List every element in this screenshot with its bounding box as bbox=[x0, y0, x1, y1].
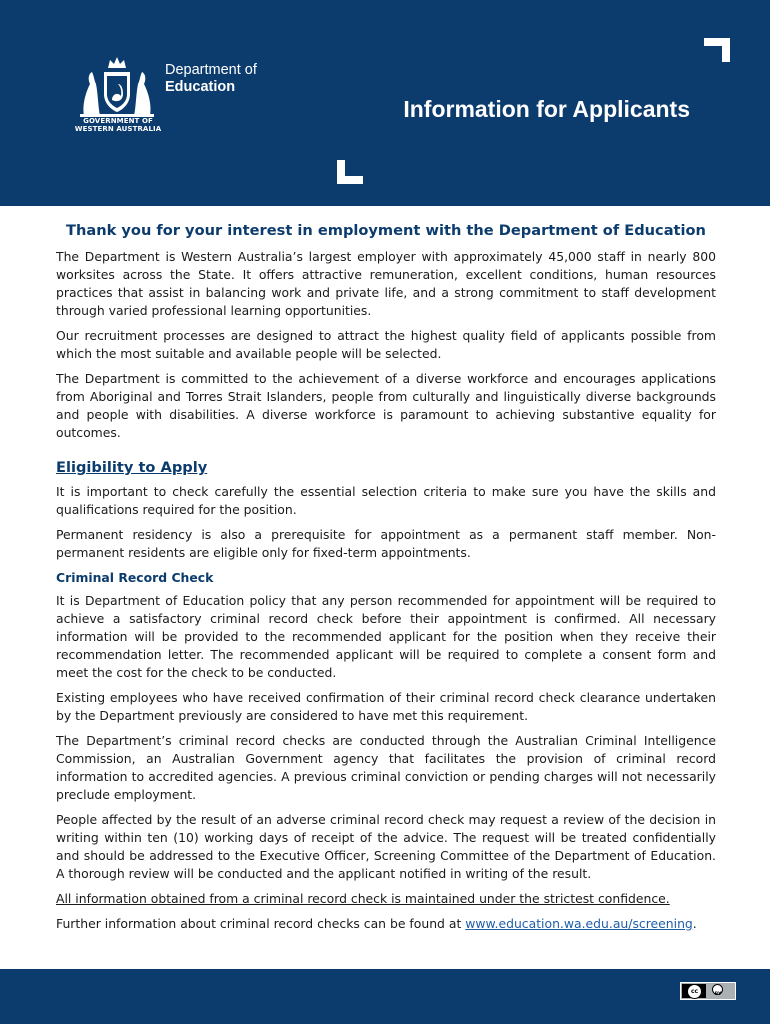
department-name bbox=[165, 62, 257, 96]
further-info-suffix: . bbox=[692, 916, 697, 931]
intro-paragraph: The Department is committed to the achievement of a diverse workforce and encourages applications from Aboriginal and Torres Strait Islanders, people from culturally and linguistically diverse backgrounds and people with disabilities. A diverse workforce is paramount to achieving substantive equality for outcomes. bbox=[56, 371, 716, 440]
criminal-check-heading: Criminal Record Check bbox=[56, 570, 214, 585]
government-label bbox=[66, 117, 170, 133]
corner-bracket-top-right-icon bbox=[704, 38, 730, 62]
further-info-text: Further information about criminal record checks can be found at bbox=[56, 916, 466, 931]
intro-heading: Thank you for your interest in employment with the Department of Education bbox=[66, 222, 706, 239]
eligibility-paragraph: Permanent residency is also a prerequisite for appointment as a permanent staff member. Non-permanent residents are eligible only for fixed-term appointments. bbox=[56, 527, 716, 560]
creative-commons-badge bbox=[680, 982, 736, 1000]
intro-paragraph: Our recruitment processes are designed to attract the highest quality field of applicants possible from which the most suitable and available people will be selected. bbox=[56, 328, 716, 361]
eligibility-heading: Eligibility to Apply bbox=[56, 459, 208, 476]
government-line-1: GOVERNMENT OF bbox=[83, 117, 153, 125]
further-info bbox=[56, 915, 716, 933]
corner-bracket-bottom-left-icon bbox=[337, 160, 363, 184]
footer-bar bbox=[0, 969, 770, 1024]
cc-by-label: BY bbox=[714, 992, 722, 997]
screening-link[interactable]: www.education.wa.edu.au/screening bbox=[465, 916, 693, 931]
government-line-2: WESTERN AUSTRALIA bbox=[74, 125, 162, 133]
criminal-check-paragraph: It is Department of Education policy that any person recommended for appointment will be required to achieve a satisfactory criminal record check before their appointment is confirmed. All necessary information will be provided to the recommended applicant for the position when they receive their recommendation letter. The recommended applicant will be required to complete a consent form and meet the cost for the check to be conducted. bbox=[56, 593, 716, 680]
cc-panel bbox=[682, 984, 706, 998]
criminal-check-paragraph: Existing employees who have received confirmation of their criminal record check clearance undertaken by the Department previously are considered to have met this requirement. bbox=[56, 690, 716, 723]
criminal-check-paragraph: The Department’s criminal record checks are conducted through the Australian Criminal Intelligence Commission, an Australian Government agency that facilitates the provision of criminal record information to accredited agencies. A previous criminal conviction or pending charges will not necessarily preclude employment. bbox=[56, 733, 716, 802]
department-line-2: Education bbox=[165, 79, 236, 95]
page-title: Information for Applicants bbox=[403, 96, 690, 122]
wa-coat-of-arms-icon bbox=[76, 54, 158, 120]
criminal-check-paragraph: People affected by the result of an adverse criminal record check may request a review of the decision in writing within ten (10) working days of receipt of the advice. The request will be treated confidentially and should be addressed to the Executive Officer, Screening Committee of the Department of Education. A thorough review will be conducted and the applicant notified in writing of the result. bbox=[56, 812, 716, 881]
intro-paragraph: The Department is Western Australia’s largest employer with approximately 45,000 staff in nearly 800 worksites across the State. It offers attractive remuneration, excellent conditions, human resources practices that assist in balancing work and private life, and a strong commitment to staff development through varied professional learning opportunities. bbox=[56, 249, 716, 318]
department-line-1: Department of bbox=[165, 62, 257, 78]
confidentiality-statement: All information obtained from a criminal record check is maintained under the strictest confidence. bbox=[56, 891, 670, 906]
header-banner bbox=[0, 0, 770, 206]
eligibility-paragraph: It is important to check carefully the essential selection criteria to make sure you have the skills and qualifications required for the position. bbox=[56, 484, 716, 517]
main-content bbox=[56, 220, 716, 940]
cc-icon: cc bbox=[687, 984, 702, 999]
